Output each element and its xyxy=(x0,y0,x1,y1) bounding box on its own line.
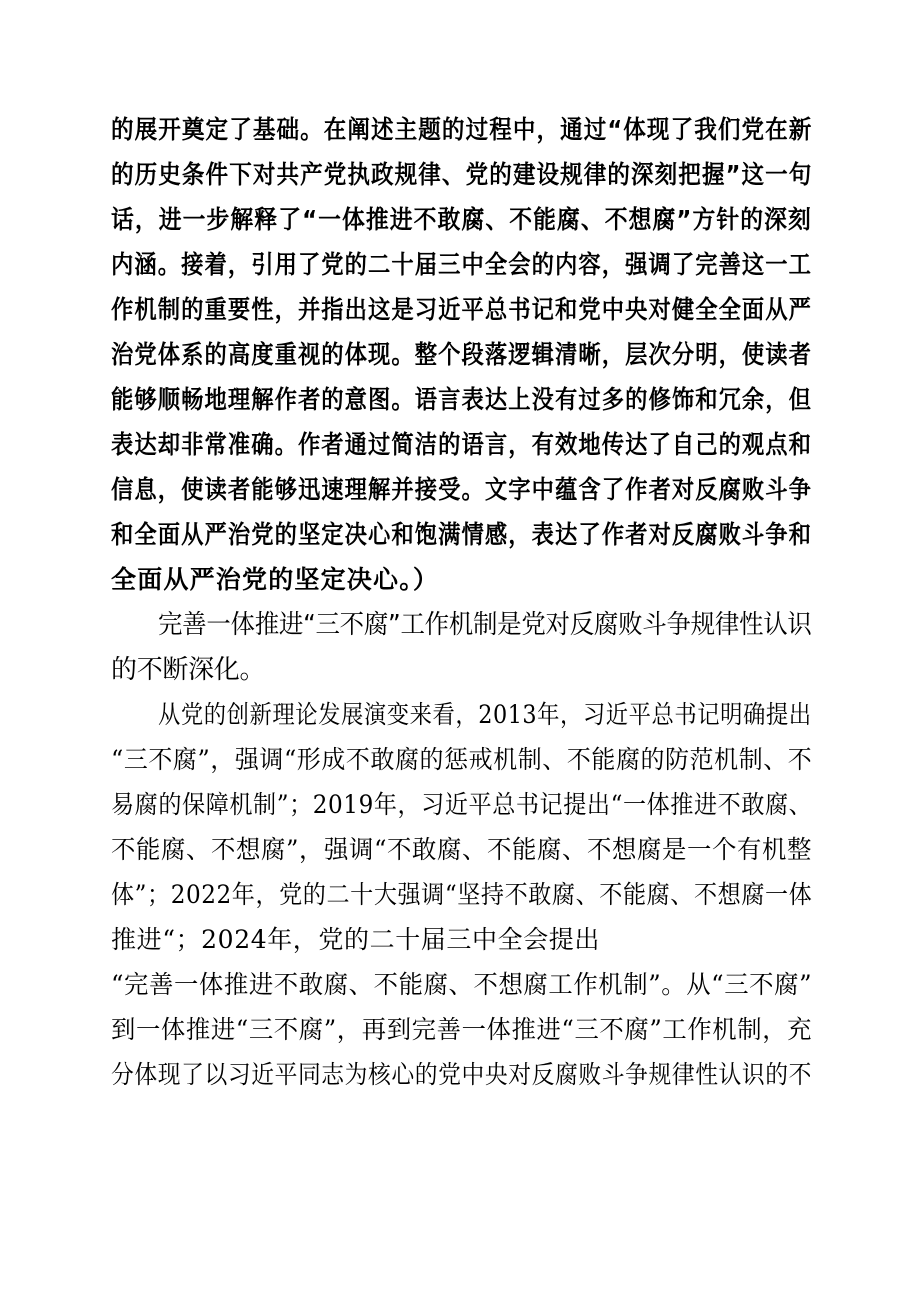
body-line: 推进“；2024年，党的二十届三中全会提出 xyxy=(111,925,601,954)
body-line: 到一体推进“三不腐”，再到完善一体推进“三不腐”工作机制，充 xyxy=(111,1015,813,1044)
body-line: 易腐的保障机制”；2019年，习近平总书记提出“一体推进不敢腐、 xyxy=(111,790,813,819)
body-line: 分体现了以习近平同志为核心的党中央对反腐败斗争规律性认识的不 xyxy=(111,1060,813,1089)
commentary-line: 作机制的重要性，并指出这是习近平总书记和党中央对健全全面从严 xyxy=(111,295,813,324)
commentary-line: 和全面从严治党的坚定决心和饱满情感，表达了作者对反腐败斗争和 xyxy=(111,520,813,549)
body-line: 从党的创新理论发展演变来看，2013年，习近平总书记明确提出 xyxy=(158,700,812,729)
commentary-line: 表达却非常准确。作者通过简洁的语言，有效地传达了自己的观点和 xyxy=(111,430,813,459)
commentary-line: 话，进一步解释了“一体推进不敢腐、不能腐、不想腐”方针的深刻 xyxy=(111,205,812,234)
section-heading-line: 完善一体推进“三不腐”工作机制是党对反腐败斗争规律性认识 xyxy=(158,610,812,640)
commentary-line: 的历史条件下对共产党执政规律、党的建设规律的深刻把握”这一句 xyxy=(111,160,813,189)
commentary-line: 能够顺畅地理解作者的意图。语言表达上没有过多的修饰和冗余，但 xyxy=(111,385,813,414)
body-line: “三不腐”，强调“形成不敢腐的惩戒机制、不能腐的防范机制、不 xyxy=(111,745,813,774)
commentary-line: 信息，使读者能够迅速理解并接受。文字中蕴含了作者对反腐败斗争 xyxy=(111,475,813,504)
body-line: 体”；2022年，党的二十大强调“坚持不敢腐、不能腐、不想腐一体 xyxy=(111,880,813,909)
commentary-line: 的展开奠定了基础。在阐述主题的过程中，通过“体现了我们党在新 xyxy=(111,115,813,144)
section-heading-line: 的不断深化。 xyxy=(111,655,266,685)
commentary-line: 全面从严治党的坚定决心。） xyxy=(111,565,440,594)
commentary-line: 治党体系的高度重视的体现。整个段落逻辑清晰，层次分明，使读者 xyxy=(111,340,813,369)
body-line: “完善一体推进不敢腐、不能腐、不想腐工作机制”。从“三不腐” xyxy=(111,970,813,999)
commentary-line: 内涵。接着，引用了党的二十届三中全会的内容，强调了完善这一工 xyxy=(111,250,813,279)
body-line: 不能腐、不想腐”，强调“不敢腐、不能腐、不想腐是一个有机整 xyxy=(111,835,812,864)
